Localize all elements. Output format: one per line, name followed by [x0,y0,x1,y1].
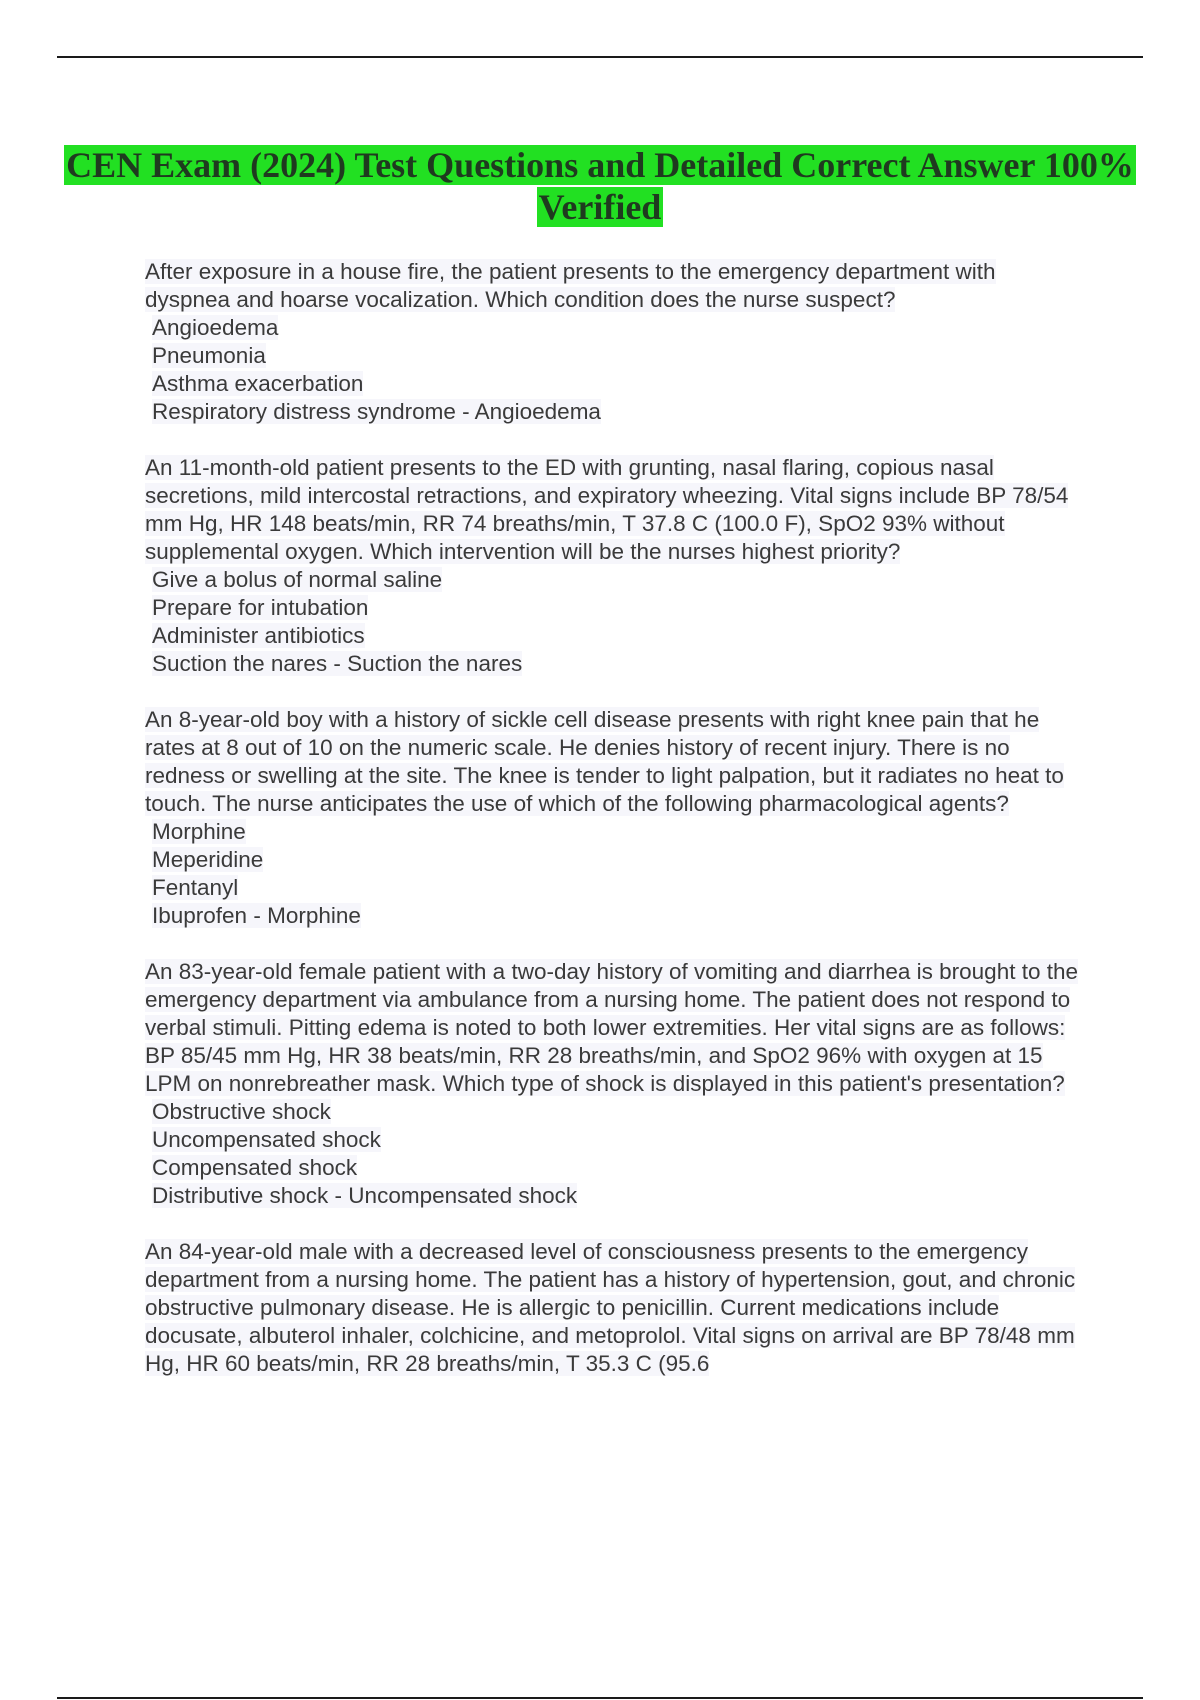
question-stem: After exposure in a house fire, the patient presents to the emergency department with dyspnea and hoarse vocalization. Which condition does the nurse suspect? [145,259,996,312]
bottom-rule [57,1697,1143,1699]
answer-option: Prepare for intubation [152,595,369,620]
answer-options [145,1098,1085,1210]
title-block [60,144,1140,228]
answer-option: Administer antibiotics [152,623,365,648]
answer-options [145,566,1085,678]
top-rule [57,56,1143,58]
question-4 [145,958,1085,1210]
answer-option: Fentanyl [152,875,239,900]
answer-option: Pneumonia [152,343,266,368]
question-5 [145,1238,1085,1378]
answer-option: Angioedema [152,315,279,340]
answer-option: Give a bolus of normal saline [152,567,443,592]
answer-option: Ibuprofen - Morphine [152,903,361,928]
answer-option: Suction the nares - Suction the nares [152,651,523,676]
question-stem: An 8-year-old boy with a history of sickle cell disease presents with right knee pain that he rates at 8 out of 10 on the numeric scale. He denies history of recent injury. There is no redness or swelling at the site. The knee is tender to light palpation, but it radiates no heat to touch. The nurse anticipates the use of which of the following pharmacological agents? [145,707,1064,816]
answer-option: Meperidine [152,847,264,872]
answer-option: Compensated shock [152,1155,358,1180]
question-stem: An 84-year-old male with a decreased level of consciousness presents to the emergency department from a nursing home. The patient has a history of hypertension, gout, and chronic obstructive pulmonary disease. He is allergic to penicillin. Current medications include docusate, albuterol inhaler, colchicine, and metoprolol. Vital signs on arrival are BP 78/48 mm Hg, HR 60 beats/min, RR 28 breaths/min, T 35.3 C (95.6 [145,1239,1076,1376]
answer-option: Respiratory distress syndrome - Angioedema [152,399,601,424]
answer-options [145,314,1085,426]
question-stem: An 11-month-old patient presents to the ED with grunting, nasal flaring, copious nasal secretions, mild intercostal retractions, and expiratory wheezing. Vital signs include BP 78/54 mm Hg, HR 148 beats/min, RR 74 breaths/min, T 37.8 C (100.0 F), SpO2 93% without supplemental oxygen. Which intervention will be the nurses highest priority? [145,455,1069,564]
answer-option: Morphine [152,819,246,844]
answer-option: Distributive shock - Uncompensated shock [152,1183,578,1208]
question-stem: An 83-year-old female patient with a two-day history of vomiting and diarrhea is brought to the emergency department via ambulance from a nursing home. The patient does not respond to verbal stimuli. Pitting edema is noted to both lower extremities. Her vital signs are as follows: BP 85/45 mm Hg, HR 38 beats/min, RR 28 breaths/min, and SpO2 96% with oxygen at 15 LPM on nonrebreather mask. Which type of shock is displayed in this patient's presentation? [145,959,1079,1096]
answer-option: Asthma exacerbation [152,371,364,396]
page-title: CEN Exam (2024) Test Questions and Detailed Correct Answer 100% Verified [66,145,1134,227]
questions-list [145,258,1085,1406]
question-3 [145,706,1085,930]
answer-options [145,818,1085,930]
answer-option: Uncompensated shock [152,1127,381,1152]
question-2 [145,454,1085,678]
answer-option: Obstructive shock [152,1099,331,1124]
question-1 [145,258,1085,426]
